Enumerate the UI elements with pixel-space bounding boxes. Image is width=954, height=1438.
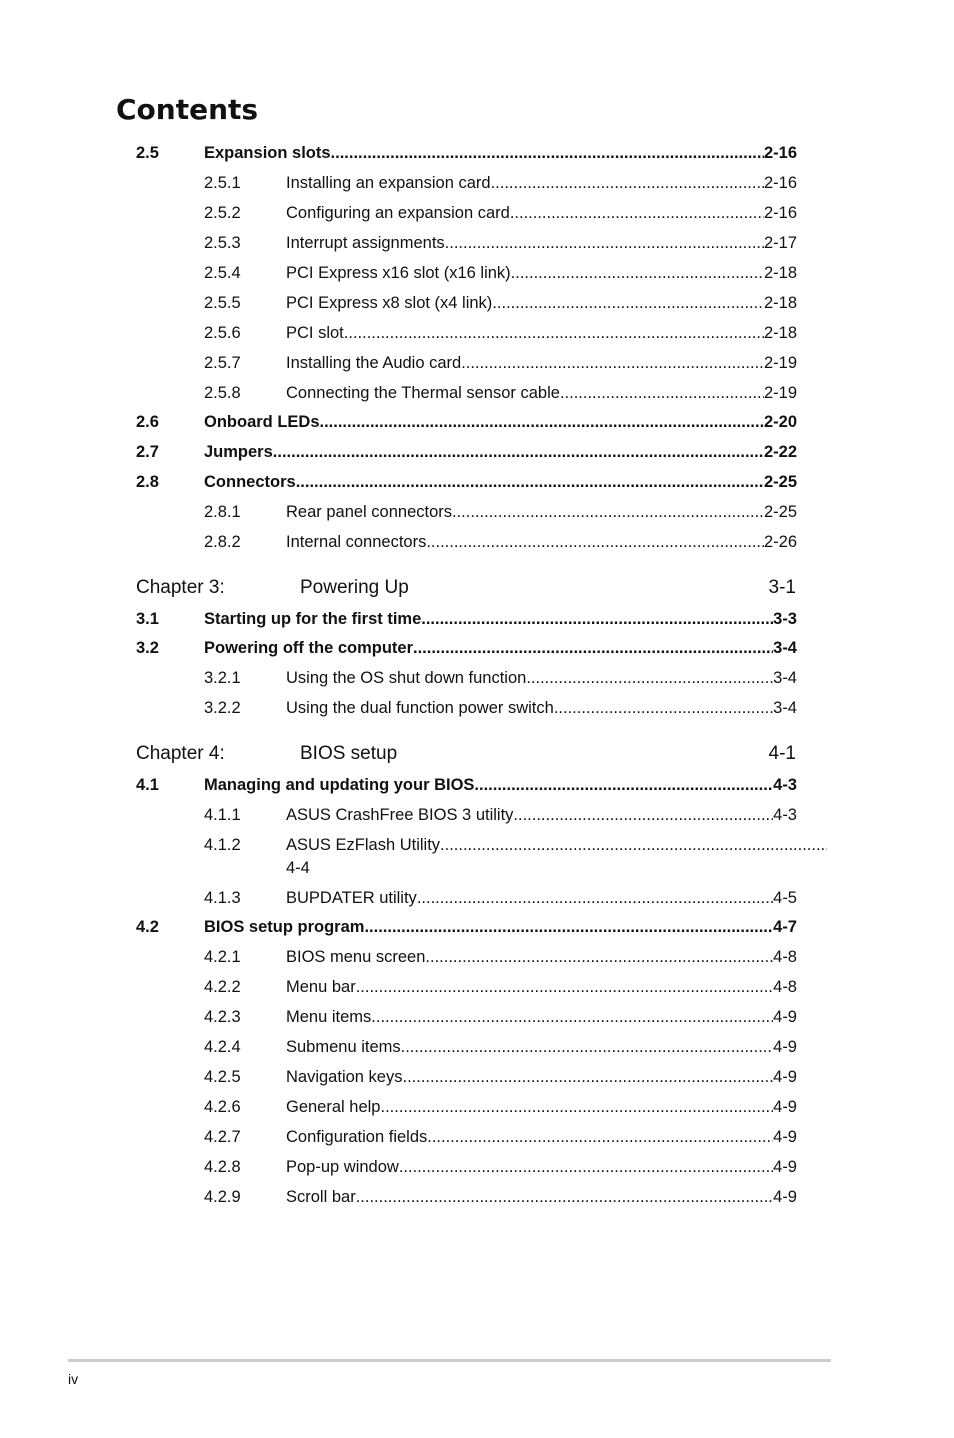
dot-leader [417, 889, 773, 908]
entry-title: Interrupt assignments [286, 234, 445, 252]
entry-title: BIOS menu screen [286, 948, 426, 966]
entry-title: Installing the Audio card [286, 354, 462, 372]
dot-leader [510, 204, 764, 223]
dot-leader [380, 1098, 773, 1117]
entry-number: 4.2.5 [204, 1068, 241, 1086]
entry-title: Jumpers [204, 443, 273, 461]
entry-page: 4-8 [773, 948, 797, 966]
dot-leader [401, 1038, 774, 1057]
entry-number: 4.2.7 [204, 1128, 241, 1146]
entry-page: 2-19 [763, 384, 797, 402]
entry-page: 4-9 [773, 1128, 797, 1146]
entry-title: BUPDATER utility [286, 889, 417, 907]
dot-leader [371, 1008, 773, 1027]
entry-page: 2-18 [763, 294, 797, 312]
entry-title: Using the dual function power switch [286, 699, 554, 717]
entry-number: 2.5 [136, 144, 159, 162]
chapter-title: Powering Up [300, 577, 409, 598]
entry-title: Configuring an expansion card [286, 204, 510, 222]
dot-leader [364, 918, 773, 937]
entry-page: 2-16 [763, 174, 797, 192]
entry-page: 4-3 [773, 806, 797, 824]
entry-title: ASUS EzFlash Utility [286, 836, 441, 854]
entry-page: 4-9 [773, 1188, 797, 1206]
entry-title: Internal connectors [286, 533, 427, 551]
entry-number: 3.2.1 [204, 669, 241, 687]
dot-leader [296, 473, 764, 492]
chapter-page: 3-1 [768, 577, 796, 598]
entry-page: 3-4 [773, 639, 797, 657]
dot-leader [491, 174, 764, 193]
entry-page: 2-25 [763, 473, 797, 491]
page-title: Contents [116, 93, 259, 126]
entry-number: 4.2 [136, 918, 159, 936]
entry-title: Connecting the Thermal sensor cable [286, 384, 560, 402]
entry-page: 2-18 [763, 324, 797, 342]
entry-title: Pop-up window [286, 1158, 399, 1176]
entry-number: 4.2.9 [204, 1188, 241, 1206]
entry-number: 4.2.2 [204, 978, 241, 996]
entry-page: 2-16 [763, 204, 797, 222]
entry-title: Scroll bar [286, 1188, 356, 1206]
dot-leader [526, 669, 773, 688]
entry-number: 2.7 [136, 443, 159, 461]
entry-number: 4.2.6 [204, 1098, 241, 1116]
entry-number: 2.5.4 [204, 264, 241, 282]
entry-page: 2-26 [763, 533, 797, 551]
entry-number: 4.2.3 [204, 1008, 241, 1026]
dot-leader [413, 639, 773, 658]
dot-leader [513, 806, 773, 825]
entry-title: Menu items [286, 1008, 372, 1026]
dot-leader [461, 354, 764, 373]
entry-title: Powering off the computer [204, 639, 414, 657]
entry-title: ASUS CrashFree BIOS 3 utility [286, 806, 514, 824]
entry-title: Configuration fields [286, 1128, 428, 1146]
entry-page: 4-8 [773, 978, 797, 996]
entry-number: 2.5.1 [204, 174, 241, 192]
entry-page: 4-9 [773, 1068, 797, 1086]
dot-leader [402, 1068, 773, 1087]
entry-page: 3-3 [773, 610, 797, 628]
entry-page: 4-9 [773, 1008, 797, 1026]
entry-page: 4-4 [286, 859, 310, 877]
dot-leader [445, 234, 764, 253]
entry-page: 4-9 [773, 1098, 797, 1116]
entry-number: 4.2.4 [204, 1038, 241, 1056]
dot-leader [399, 1158, 773, 1177]
dot-leader [440, 836, 827, 855]
entry-number: 3.2 [136, 639, 159, 657]
dot-leader [427, 1128, 773, 1147]
entry-title: General help [286, 1098, 381, 1116]
dot-leader [344, 324, 764, 343]
dot-leader [356, 1188, 773, 1207]
entry-page: 2-16 [763, 144, 797, 162]
entry-title: Connectors [204, 473, 296, 491]
dot-leader [320, 413, 764, 432]
entry-page: 4-3 [773, 776, 797, 794]
entry-title: Installing an expansion card [286, 174, 491, 192]
entry-number: 2.5.2 [204, 204, 241, 222]
entry-number: 2.5.8 [204, 384, 241, 402]
dot-leader [511, 264, 764, 283]
entry-number: 2.5.6 [204, 324, 241, 342]
entry-title: Rear panel connectors [286, 503, 453, 521]
entry-number: 4.1.3 [204, 889, 241, 907]
entry-title: Submenu items [286, 1038, 401, 1056]
entry-number: 4.2.1 [204, 948, 241, 966]
entry-number: 2.5.3 [204, 234, 241, 252]
entry-page: 2-22 [763, 443, 797, 461]
entry-number: 2.8 [136, 473, 159, 491]
dot-leader [425, 948, 773, 967]
dot-leader [560, 384, 764, 403]
entry-page: 3-4 [773, 669, 797, 687]
entry-title: Expansion slots [204, 144, 331, 162]
chapter-page: 4-1 [768, 743, 796, 764]
dot-leader [452, 503, 764, 522]
entry-page: 4-9 [773, 1158, 797, 1176]
entry-title: Starting up for the first time [204, 610, 422, 628]
entry-page: 4-5 [773, 889, 797, 907]
entry-page: 2-18 [763, 264, 797, 282]
entry-number: 4.1.2 [204, 836, 241, 854]
chapter-label: Chapter 4: [136, 743, 225, 764]
entry-title: Managing and updating your BIOS [204, 776, 475, 794]
entry-number: 2.8.2 [204, 533, 241, 551]
entry-title: Menu bar [286, 978, 356, 996]
dot-leader [356, 978, 773, 997]
dot-leader [554, 699, 773, 718]
entry-number: 3.2.2 [204, 699, 241, 717]
dot-leader [421, 610, 773, 629]
entry-number: 3.1 [136, 610, 159, 628]
entry-number: 2.5.5 [204, 294, 241, 312]
entry-title: Navigation keys [286, 1068, 403, 1086]
entry-title: PCI Express x8 slot (x4 link) [286, 294, 493, 312]
chapter-label: Chapter 3: [136, 577, 225, 598]
entry-page: 4-7 [773, 918, 797, 936]
entry-number: 2.8.1 [204, 503, 241, 521]
entry-number: 4.1.1 [204, 806, 241, 824]
entry-number: 4.2.8 [204, 1158, 241, 1176]
entry-page: 2-19 [763, 354, 797, 372]
dot-leader [474, 776, 773, 795]
entry-page: 2-25 [763, 503, 797, 521]
entry-title: PCI Express x16 slot (x16 link) [286, 264, 511, 282]
entry-page: 4-9 [773, 1038, 797, 1056]
entry-page: 2-20 [763, 413, 797, 431]
entry-number: 2.5.7 [204, 354, 241, 372]
dot-leader [426, 533, 764, 552]
entry-page: 3-4 [773, 699, 797, 717]
footer-divider [68, 1359, 831, 1362]
entry-title: BIOS setup program [204, 918, 365, 936]
dot-leader [273, 443, 764, 462]
entry-title: Onboard LEDs [204, 413, 320, 431]
entry-title: PCI slot [286, 324, 344, 342]
chapter-title: BIOS setup [300, 743, 398, 764]
dot-leader [331, 144, 764, 163]
entry-number: 4.1 [136, 776, 159, 794]
entry-title: Using the OS shut down function [286, 669, 527, 687]
entry-page: 2-17 [763, 234, 797, 252]
entry-number: 2.6 [136, 413, 159, 431]
footer-page-number: iv [68, 1371, 79, 1387]
dot-leader [492, 294, 764, 313]
